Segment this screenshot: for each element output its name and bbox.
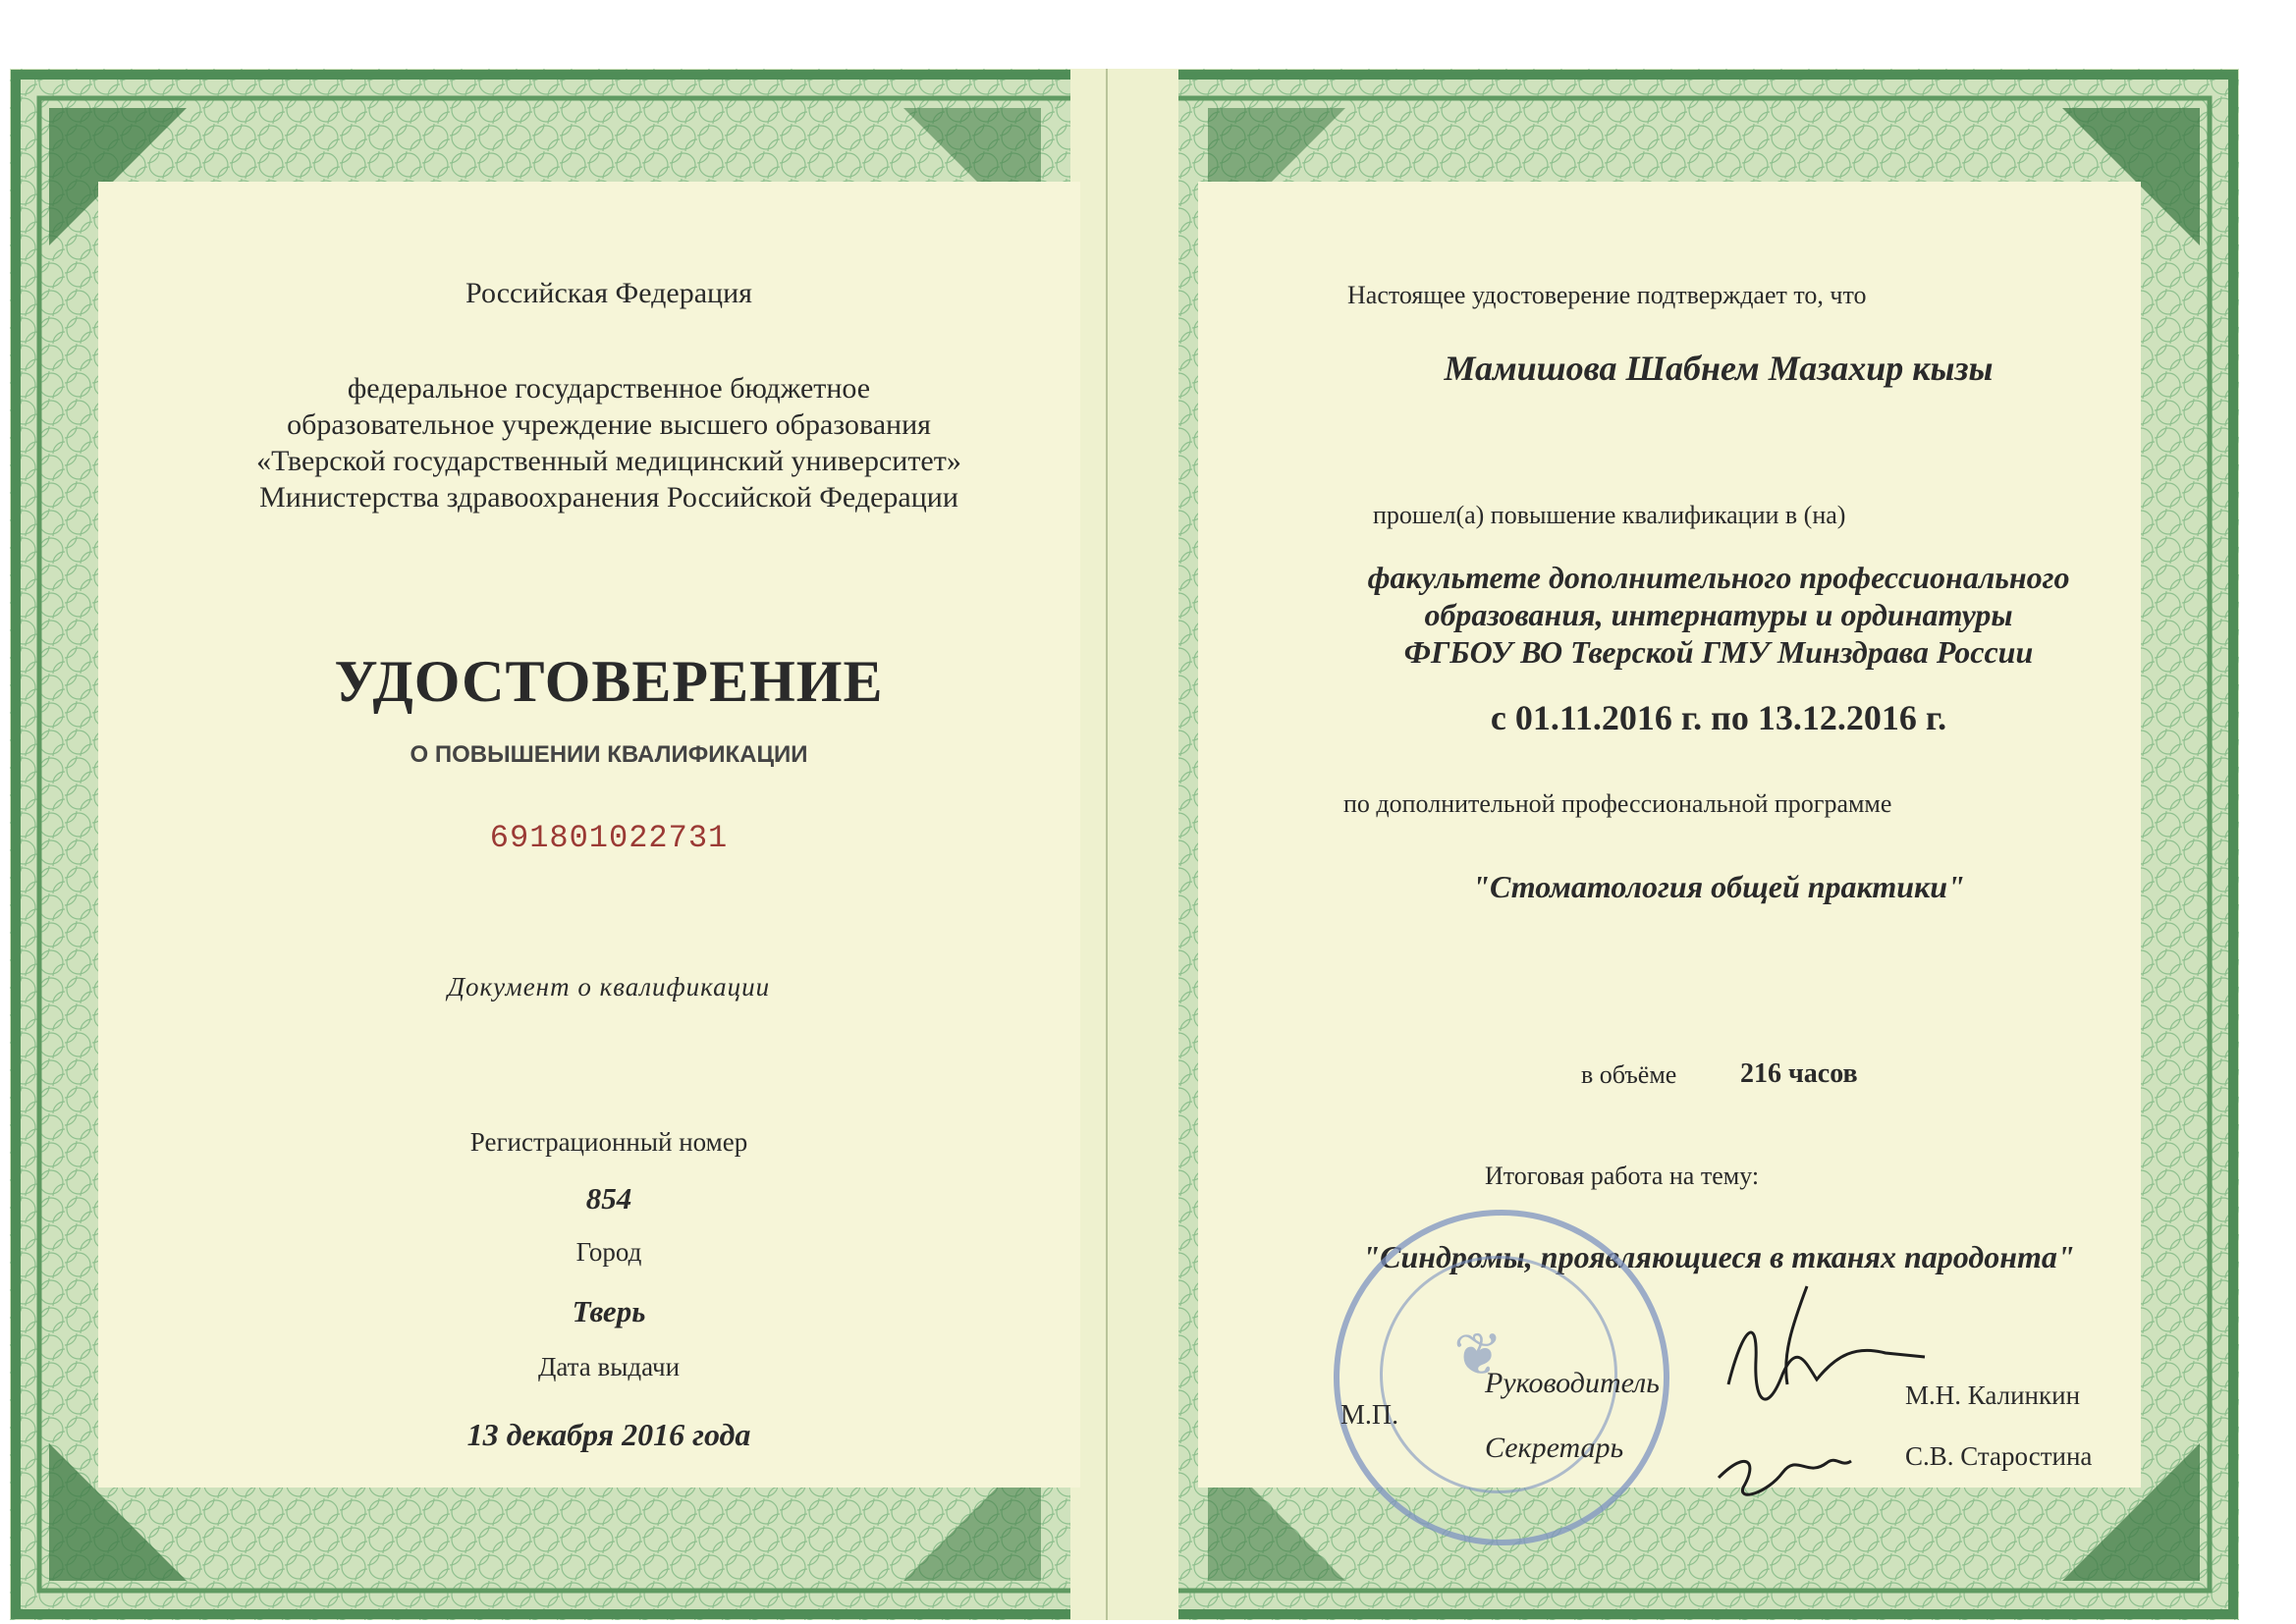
institution-line-3: «Тверской государственный медицинский университет» xyxy=(256,445,961,477)
country-name: Российская Федерация xyxy=(465,277,752,309)
document-title: УДОСТОВЕРЕНИЕ xyxy=(334,649,884,714)
institution-line-1: федеральное государственное бюджетное xyxy=(347,372,871,405)
head-label: Руководитель xyxy=(1485,1367,1660,1399)
final-work-title: "Синдромы, проявляющиеся в тканях пародонта" xyxy=(1362,1239,2075,1274)
program-name: "Стоматология общей практики" xyxy=(1472,869,1965,904)
institution-line-4: Министерства здравоохранения Российской Федерации xyxy=(259,481,958,514)
issue-date-label: Дата выдачи xyxy=(537,1352,681,1381)
faculty-line-2: образования, интернатуры и ординатуры xyxy=(1424,597,2013,632)
institution-line-2: образовательное учреждение высшего образования xyxy=(287,408,931,441)
issue-date: 13 декабря 2016 года xyxy=(466,1417,751,1452)
faculty-line-3: ФГБОУ ВО Тверской ГМУ Минздрава России xyxy=(1403,634,2034,670)
faculty-line-1: факультете дополнительного профессионального xyxy=(1367,560,2070,595)
city-label: Город xyxy=(575,1237,642,1267)
intro-text: Настоящее удостоверение подтверждает то, что xyxy=(1347,281,1867,309)
seal-label: М.П. xyxy=(1340,1400,1399,1431)
reg-number: 854 xyxy=(585,1181,632,1216)
document-subtitle: О ПОВЫШЕНИИ КВАЛИФИКАЦИИ xyxy=(410,741,808,768)
volume-label: в объёме xyxy=(1581,1060,1677,1089)
head-name: М.Н. Калинкин xyxy=(1905,1380,2081,1410)
final-work-label: Итоговая работа на тему: xyxy=(1485,1162,1760,1190)
document-type: Документ о квалификации xyxy=(447,972,771,1001)
passed-text: прошел(а) повышение квалификации в (на) xyxy=(1373,501,1846,529)
program-label: по дополнительной профессиональной программе xyxy=(1343,789,1892,818)
holder-name: Мамишова Шабнем Мазахир кызы xyxy=(1444,349,1994,388)
study-period: с 01.11.2016 г. по 13.12.2016 г. xyxy=(1490,698,1947,737)
reg-number-label: Регистрационный номер xyxy=(469,1127,748,1157)
center-fold xyxy=(1106,69,1108,1620)
volume-hours: 216 часов xyxy=(1740,1058,1858,1089)
city: Тверь xyxy=(572,1294,646,1328)
emblem-icon: ❦ xyxy=(1453,1323,1503,1387)
secretary-name: С.В. Старостина xyxy=(1905,1441,2093,1471)
serial-number: 691801022731 xyxy=(489,820,729,856)
secretary-label: Секретарь xyxy=(1485,1432,1624,1464)
